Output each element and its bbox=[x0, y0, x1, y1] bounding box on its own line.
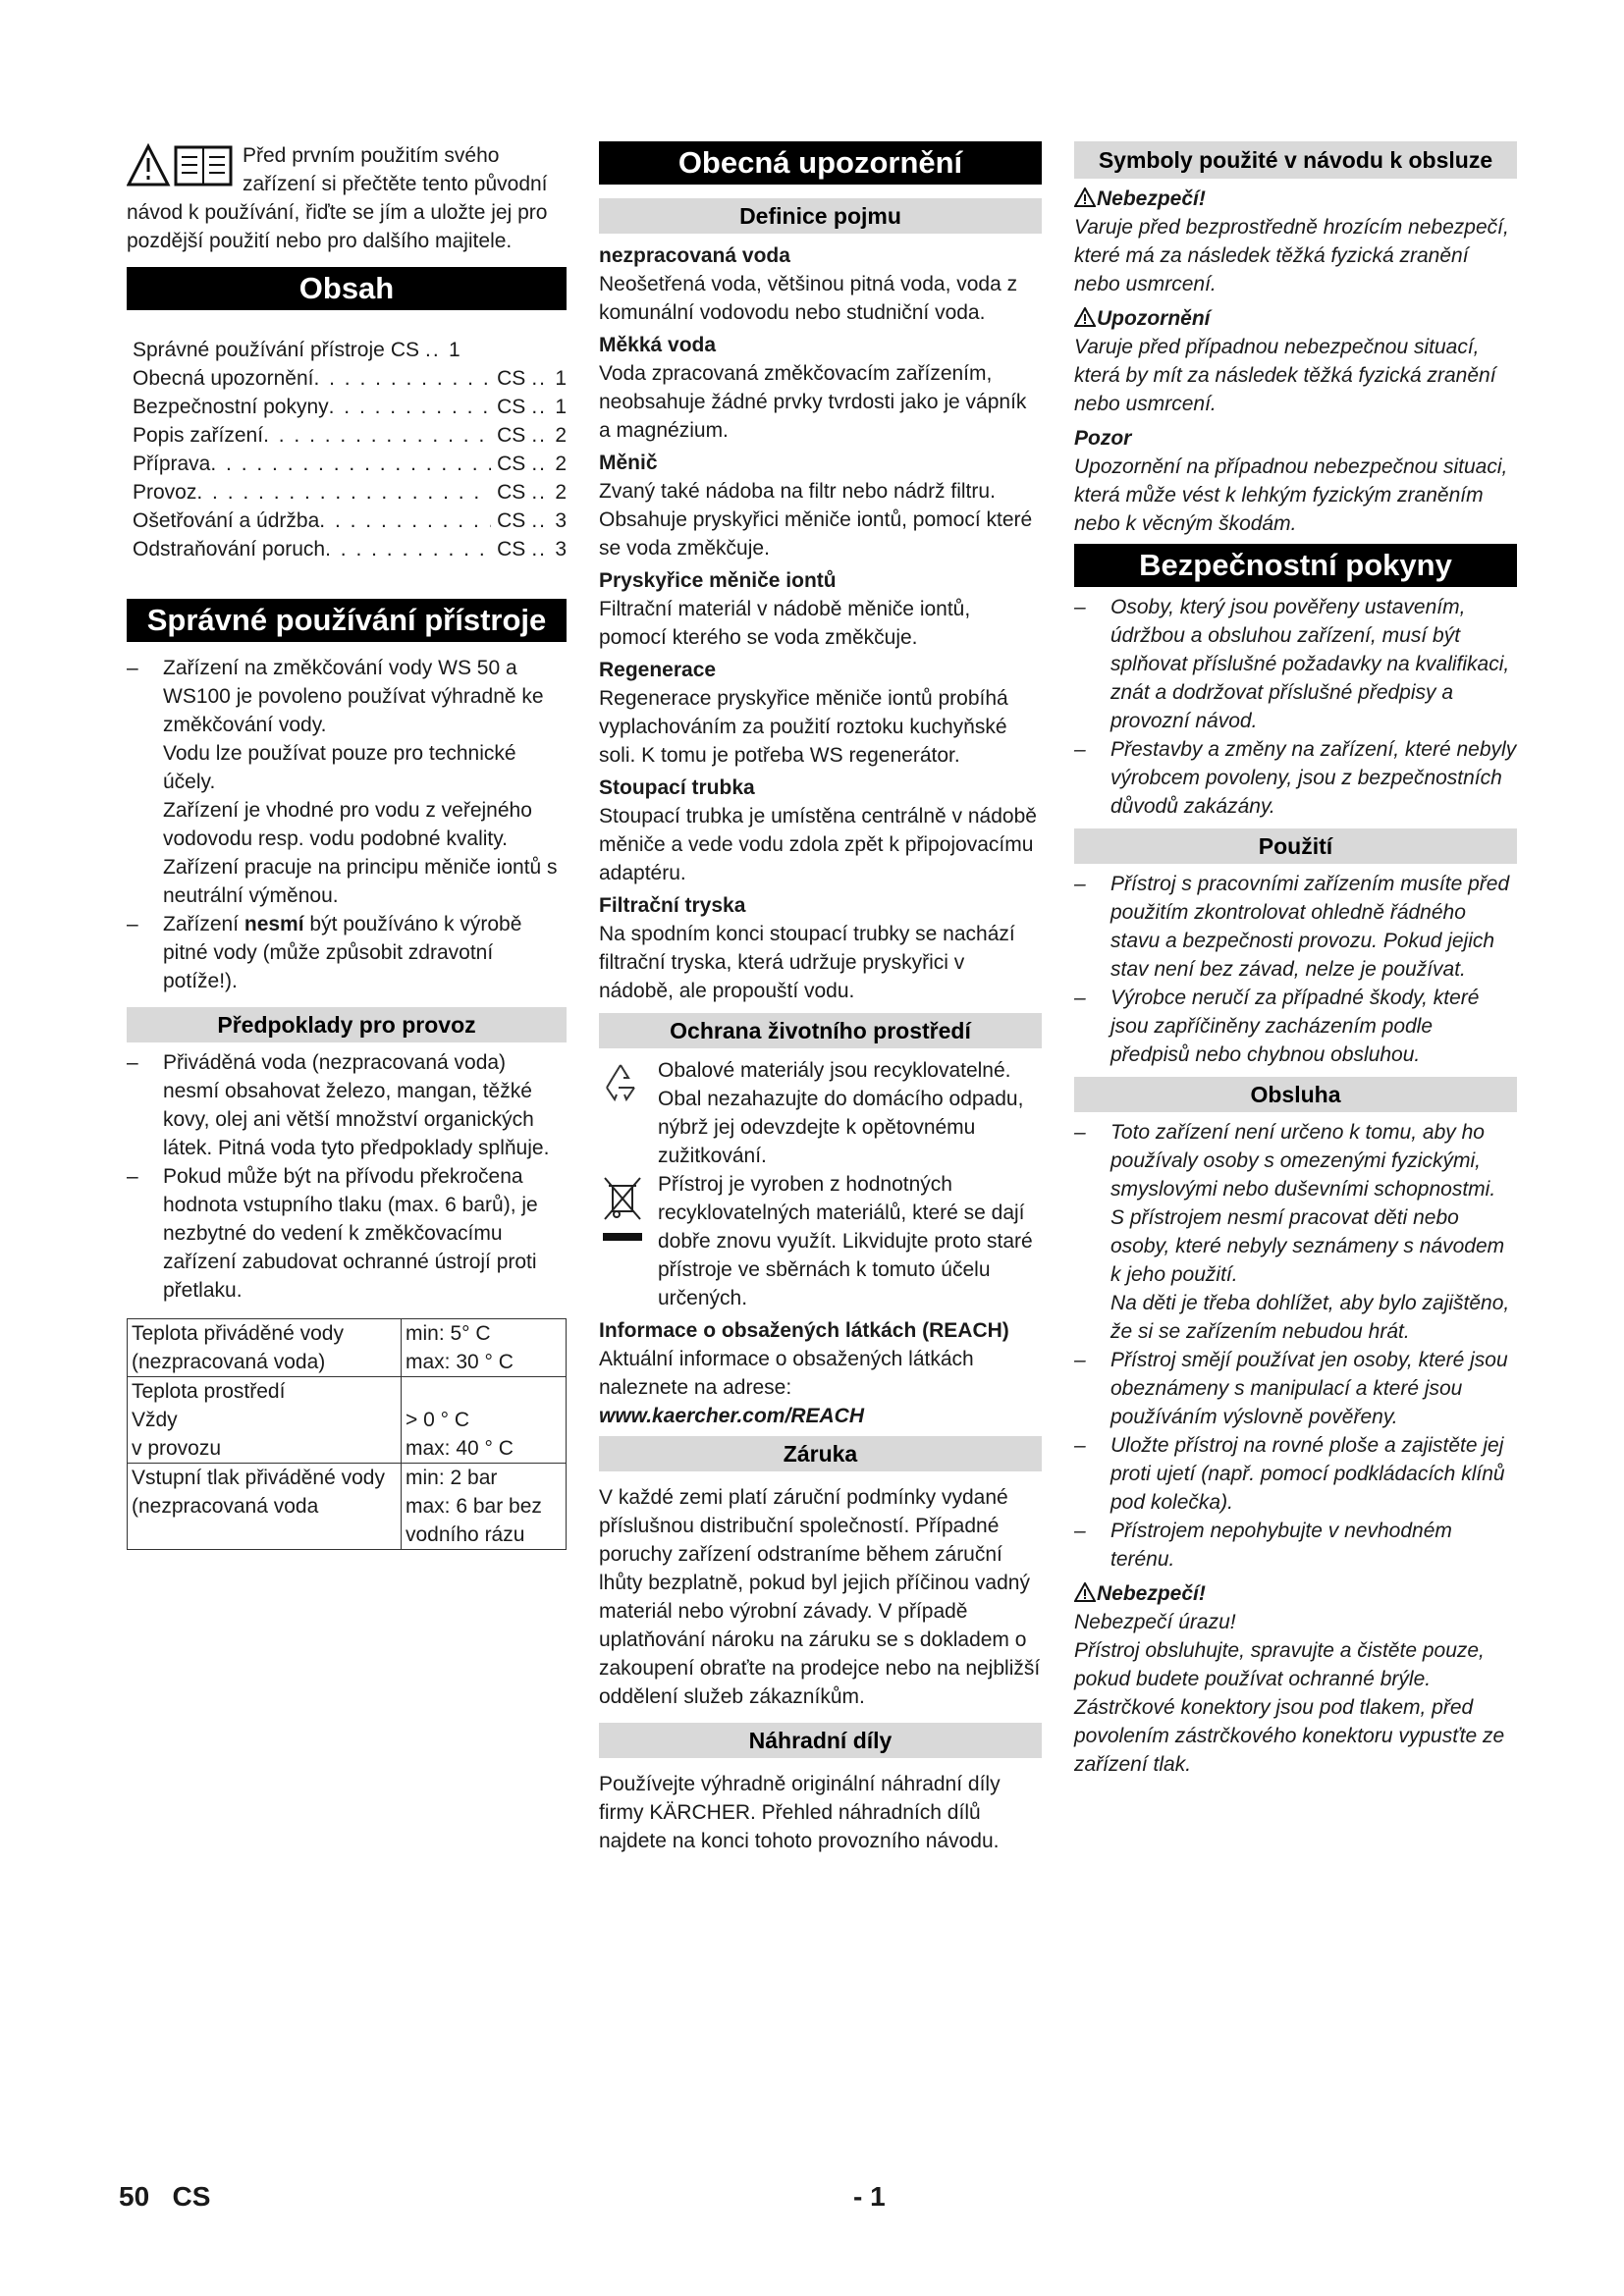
reach-link[interactable]: www.kaercher.com/REACH bbox=[599, 1405, 864, 1427]
reach-text: Aktuální informace o obsažených látkách naleznete na adrese: bbox=[599, 1348, 974, 1399]
spare-parts-text: Používejte výhradně originální náhradní díly firmy KÄRCHER. Přehled náhradních dílů najdete na konci tohoto provozního návodu. bbox=[599, 1773, 1001, 1852]
list-item: – Přiváděná voda (nezpracovaná voda) nesmí obsahovat železo, mangan, těžké kovy, olej ani větší množství organických látek. Pitná voda tyto předpoklady splňuje. bbox=[127, 1051, 550, 1159]
crossed-bin-icon bbox=[601, 1176, 644, 1247]
term: Regenerace bbox=[599, 659, 717, 681]
symbols-heading: Symboly použité v návodu k obsluze bbox=[1074, 141, 1517, 179]
page-number: 50 CS bbox=[119, 2181, 211, 2212]
proper-use-heading: Správné používání přístroje bbox=[127, 599, 567, 642]
paragraph: Zařízení je vhodné pro vodu z veřejného vodovodu resp. vodu podobné kvality. bbox=[163, 799, 532, 850]
toc-item[interactable]: Ošetřování a údržba . . . CS .. 3 bbox=[127, 507, 567, 535]
safety-heading: Bezpečnostní pokyny bbox=[1074, 544, 1517, 587]
danger-text: Přístroj obsluhujte, spravujte a čistěte pouze, pokud budete používat ochranné brýle. Zástrčkové konektory jsou pod tlakem, před povolením zástrčkového konektoru vypusťte ze zařízení tlak. bbox=[1074, 1639, 1505, 1776]
list-item: – Toto zařízení není určeno k tomu, aby ho používaly osoby s omezenými fyzickými, smyslovými nebo duševními schopnostmi. bbox=[1074, 1121, 1496, 1201]
intro-notice bbox=[127, 141, 567, 255]
definitions-heading: Definice pojmu bbox=[599, 198, 1042, 234]
environment-section bbox=[599, 1056, 1042, 1430]
definition: Zvaný také nádoba na filtr nebo nádrž filtru. Obsahuje pryskyřici měniče iontů, pomocí které se voda změkčuje. bbox=[599, 480, 1033, 560]
warranty-text: V každé zemi platí záruční podmínky vydané příslušnou distribuční společností. Případné poruchy zařízení odstraníme během záruční lhůty bezplatně, pokud byl jejich příčinou vadný materiál nebo výrobní závady. V případě uplatňování nároku na záruku se s dokladem o zakoupení obraťte na prodejce nebo na nejbližší oddělení služeb zákazníkům. bbox=[599, 1486, 1041, 1708]
disposal-note: Přístroj je vyroben z hodnotných recyklovatelných materiálů, které se dají dobře znovu využít. Likvidujte proto staré přístroje ve sběrnách k tomuto účelu určených. bbox=[599, 1170, 1042, 1312]
warranty-heading: Záruka bbox=[599, 1436, 1042, 1471]
column-left bbox=[127, 141, 567, 1550]
list-item: – Přístroj s pracovními zařízením musíte před použitím zkontrolovat ohledně řádného stavu a bezpečnosti provozu. Pokud jejich stav není bez závad, nelze je používat. bbox=[1074, 873, 1510, 981]
column-middle bbox=[599, 141, 1042, 1855]
term: Stoupací trubka bbox=[599, 776, 755, 799]
toc-item[interactable]: Správné používání přístroje CS .. 1 bbox=[133, 339, 460, 361]
operation-section bbox=[1074, 1118, 1517, 1779]
recycle-note: Obalové materiály jsou recyklovatelné. Obal nezahazujte do domácího odpadu, nýbrž jej odevzdejte k opětovnému zužitkování. bbox=[599, 1056, 1042, 1170]
term: Filtrační tryska bbox=[599, 894, 746, 917]
intro-text: Před prvním použitím svého zařízení si přečtěte tento původní návod k používání, řiďte se jím a uložte jej pro pozdější použití nebo pro dalšího majitele. bbox=[127, 144, 548, 252]
toc-item[interactable]: Příprava . . . CS .. 2 bbox=[127, 450, 567, 478]
toc-heading: Obsah bbox=[127, 267, 567, 310]
danger-text: Varuje před bezprostředně hrozícím nebezpečí, které má za následek těžká fyzická zranění nebo usmrcení. bbox=[1074, 216, 1509, 295]
table-row: Vstupní tlak přiváděné vody (nezpracovaná voda min: 2 bar max: 6 bar bez vodního rázu bbox=[128, 1464, 567, 1550]
caution-label: Pozor bbox=[1074, 427, 1132, 450]
table-of-contents bbox=[127, 336, 567, 563]
definition: Filtrační materiál v nádobě měniče iontů, pomocí kterého se voda změkčuje. bbox=[599, 598, 971, 649]
paragraph: Na děti je třeba dohlížet, aby bylo zajištěno, že si se zařízením nebudou hrát. bbox=[1110, 1292, 1510, 1343]
toc-item[interactable]: Bezpečnostní pokyny . . . CS .. 1 bbox=[127, 393, 567, 421]
list-item: – Osoby, který jsou pověřeny ustavením, údržbou a obsluhou zařízení, musí být splňovat příslušné požadavky na kvalifikaci, znát a dodržovat příslušné předpisy a provozní návod. bbox=[1074, 596, 1510, 732]
paragraph: S přístrojem nesmí pracovat děti nebo osoby, které nebyly seznámeny s návodem k jeho použití. bbox=[1110, 1206, 1505, 1286]
list-item: – Přístrojem nepohybujte v nevhodném terénu. bbox=[1074, 1520, 1452, 1571]
list-item: – Uložte přístroj na rovné ploše a zajistěte jej proti ujetí (např. pomocí podkládacích klínů pod kolečka). bbox=[1074, 1434, 1505, 1514]
operation-heading: Obsluha bbox=[1074, 1077, 1517, 1112]
list-item: – Pokud může být na přívodu překročena hodnota vstupního tlaku (max. 6 barů), je nezbytné do vedení k změkčovacímu zařízení zabudovat ochranné ústrojí proti přetlaku. bbox=[127, 1165, 538, 1302]
warning-triangle-icon bbox=[1074, 307, 1096, 327]
list-item: – Přestavby a změny na zařízení, které nebyly výrobcem povoleny, jsou z bezpečnostních důvodů zakázány. bbox=[1074, 738, 1517, 818]
warning-text: Varuje před případnou nebezpečnou situací, která by mít za následek těžká fyzická zranění nebo usmrcení. bbox=[1074, 336, 1496, 415]
toc-item[interactable]: Provoz . . . CS .. 2 bbox=[127, 478, 567, 507]
prereq-heading: Předpoklady pro provoz bbox=[127, 1007, 567, 1042]
danger-label: Nebezpečí! bbox=[1074, 1579, 1517, 1608]
paragraph: Zařízení pracuje na principu měniče iontů s neutrální výměnou. bbox=[163, 856, 558, 907]
symbols-section bbox=[1074, 185, 1517, 538]
column-right bbox=[1074, 141, 1517, 1779]
toc-item[interactable]: Popis zařízení . . . CS .. 2 bbox=[127, 421, 567, 450]
term: Měkká voda bbox=[599, 334, 717, 356]
definition: Regenerace pryskyřice měniče iontů probíhá vyplachováním za použití roztoku kuchyňské soli. K tomu je potřeba WS regenerátor. bbox=[599, 687, 1008, 767]
general-heading: Obecná upozornění bbox=[599, 141, 1042, 185]
page-center-number: - 1 bbox=[853, 2181, 886, 2212]
safety-section bbox=[1074, 593, 1517, 821]
definition: Voda zpracovaná změkčovacím zařízením, neobsahuje žádné prvky tvrdosti jako je vápník a magnézium. bbox=[599, 362, 1027, 442]
danger-label: Nebezpečí! bbox=[1074, 185, 1517, 213]
definitions-list bbox=[599, 241, 1042, 1005]
warning-manual-icon bbox=[127, 143, 235, 188]
term: nezpracovaná voda bbox=[599, 244, 790, 267]
term: Měnič bbox=[599, 452, 658, 474]
danger-subtitle: Nebezpečí úrazu! bbox=[1074, 1611, 1236, 1633]
list-item: – Zařízení nesmí být používáno k výrobě pitné vody (může způsobit zdravotní potíže!). bbox=[127, 913, 522, 992]
toc-item[interactable]: Odstraňování poruch . . . CS .. 3 bbox=[127, 535, 567, 563]
environment-heading: Ochrana životního prostředí bbox=[599, 1013, 1042, 1048]
warning-triangle-icon bbox=[1074, 1582, 1096, 1602]
warning-label: Upozornění bbox=[1074, 304, 1517, 333]
list-item: – Zařízení na změkčování vody WS 50 a WS100 je povoleno používat výhradně ke změkčování vody. bbox=[127, 657, 544, 736]
toc-item[interactable]: Obecná upozornění . . . CS .. 1 bbox=[127, 364, 567, 393]
use-heading: Použití bbox=[1074, 828, 1517, 864]
use-section bbox=[1074, 870, 1517, 1069]
table-row: Teplota přiváděné vody (nezpracovaná voda) min: 5° C max: 30 ° C bbox=[128, 1319, 567, 1377]
spec-table bbox=[127, 1318, 567, 1550]
table-row: Teplota prostředí Vždy v provozu > 0 ° C max: 40 ° C bbox=[128, 1377, 567, 1464]
proper-use-section bbox=[127, 654, 567, 995]
definition: Na spodním konci stoupací trubky se nachází filtrační tryska, která udržuje pryskyřici v nádobě, ale propouští vodu. bbox=[599, 923, 1015, 1002]
list-item: – Výrobce neručí za případné škody, které jsou zapříčiněny zacházením podle předpisů nebo chybnou obsluhou. bbox=[1074, 987, 1480, 1066]
recycle-icon bbox=[599, 1060, 642, 1103]
caution-text: Upozornění na případnou nebezpečnou situaci, která může vést k lehkým fyzickým zraněním nebo k věcným škodám. bbox=[1074, 455, 1508, 535]
definition: Stoupací trubka je umístěna centrálně v nádobě měniče a vede vodu zdola zpět k připojovacímu adaptéru. bbox=[599, 805, 1037, 884]
spare-parts-heading: Náhradní díly bbox=[599, 1723, 1042, 1758]
warning-triangle-icon bbox=[1074, 187, 1096, 207]
term: Pryskyřice měniče iontů bbox=[599, 569, 837, 592]
prereq-section bbox=[127, 1048, 567, 1305]
paragraph: Vodu lze používat pouze pro technické účely. bbox=[163, 742, 516, 793]
list-item: – Přístroj smějí používat jen osoby, které jsou obeznámeny s manipulací a které jsou používáním výslovně pověřeny. bbox=[1074, 1349, 1508, 1428]
reach-heading: Informace o obsažených látkách (REACH) bbox=[599, 1319, 1009, 1342]
definition: Neošetřená voda, většinou pitná voda, voda z komunální vodovodu nebo studniční voda. bbox=[599, 273, 1018, 324]
